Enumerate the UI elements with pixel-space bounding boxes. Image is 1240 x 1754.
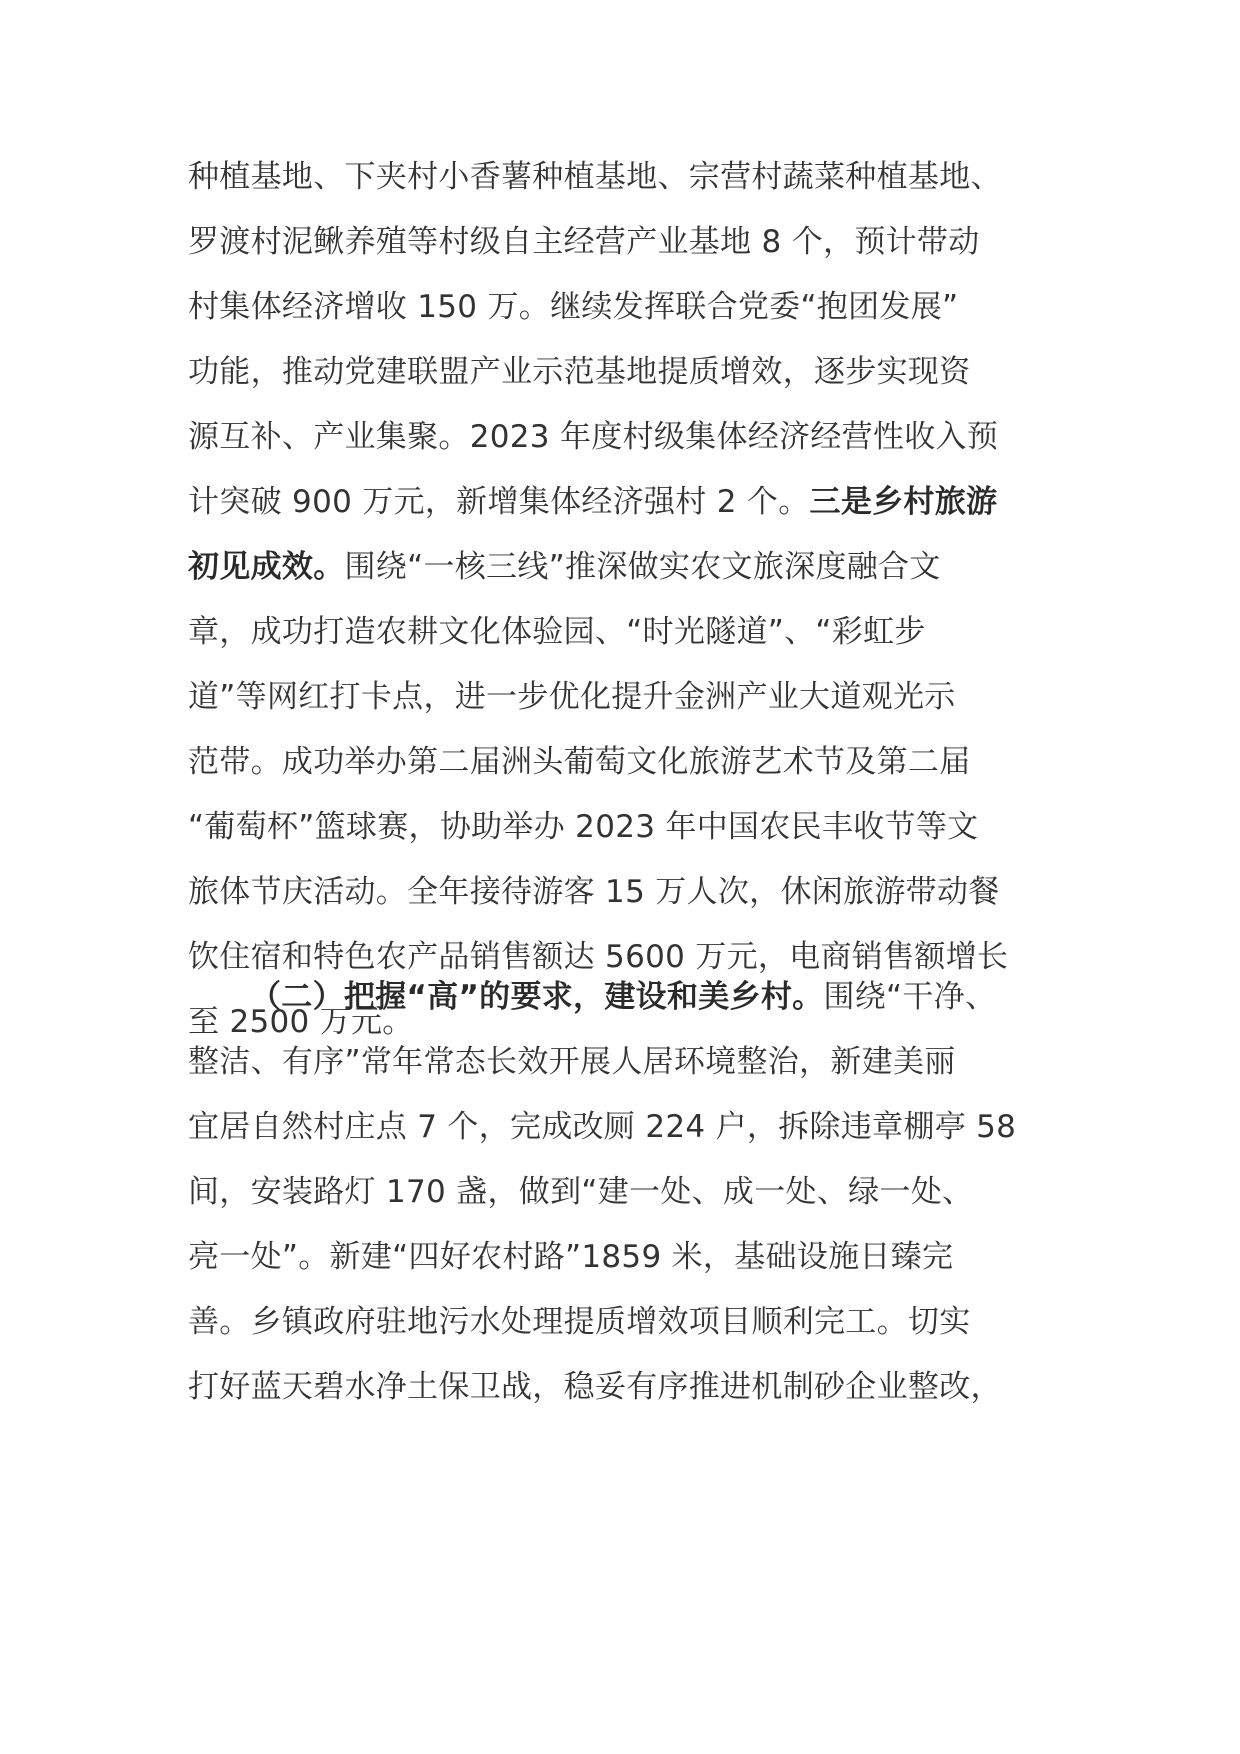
text-run: 种植基地、下夹村小香薯种植基地、宗营村蔬菜种植基地、 [188,159,1002,195]
text-run: 旅体节庆活动。全年接待游客 15 万人次，休闲旅游带动餐 [188,874,1000,910]
text-line [188,730,1056,795]
text-line [188,1225,1056,1290]
text-line [188,145,1056,210]
text-run: 饮住宿和特色农产品销售额达 5600 万元，电商销售额增长 [188,939,1009,975]
text-line [188,1030,1056,1095]
text-run: “葡萄杯”篮球赛，协助举办 2023 年中国农民丰收节等文 [188,809,979,845]
text-line [188,1160,1056,1225]
bold-text-run: （二）把握“高”的要求，建设和美乡村。 [250,979,824,1015]
text-run: 围绕“一核三线”推深做实农文旅深度融合文 [344,549,941,585]
text-run: 亮一处”。新建“四好农村路”1859 米，基础设施日臻完 [188,1239,954,1275]
text-line [188,1095,1056,1160]
bold-text-run: 三是乡村旅游 [809,484,998,520]
text-run: 打好蓝天碧水净土保卫战，稳妥有序推进机制砂企业整改， [188,1369,1002,1405]
text-run: 宜居自然村庄点 7 个，完成改厕 224 户，拆除违章棚亭 58 [188,1109,1017,1145]
text-line [188,470,1056,535]
text-run: 善。乡镇政府驻地污水处理提质增效项目顺利完工。切实 [188,1304,971,1340]
text-line [188,535,1056,600]
text-line [188,1355,1056,1420]
text-line [188,665,1056,730]
text-run: 罗渡村泥鳅养殖等村级自主经营产业基地 8 个，预计带动 [188,224,980,260]
text-run: 功能，推动党建联盟产业示范基地提质增效，逐步实现资 [188,354,971,390]
paragraph-rural-industry-tourism [188,145,1056,1055]
text-line [188,275,1056,340]
text-run: 整洁、有序”常年常态长效开展人居环境整治，新建美丽 [188,1044,956,1080]
text-line [188,405,1056,470]
text-run: 道”等网红打卡点，进一步优化提升金洲产业大道观光示 [188,679,956,715]
bold-text-run: 初见成效。 [188,549,345,585]
paragraph-beautiful-village [188,965,1056,1420]
text-line [188,795,1056,860]
text-run: 村集体经济增收 150 万。继续发挥联合党委“抱团发展” [188,289,959,325]
text-line [188,860,1056,925]
text-line [188,1290,1056,1355]
text-run: 范带。成功举办第二届洲头葡萄文化旅游艺术节及第二届 [188,744,971,780]
text-run: 至 2500 万元。 [188,1004,414,1040]
text-line [188,965,1056,1030]
text-run: 围绕“干净、 [823,979,997,1015]
text-run: 章，成功打造农耕文化体验园、“时光隧道”、“彩虹步 [188,614,926,650]
text-run: 计突破 900 万元，新增集体经济强村 2 个。 [188,484,810,520]
text-line [188,600,1056,665]
text-line [188,210,1056,275]
text-run: 源互补、产业集聚。2023 年度村级集体经济经营性收入预 [188,419,999,455]
text-line [188,340,1056,405]
text-run: 间，安装路灯 170 盏，做到“建一处、成一处、绿一处、 [188,1174,974,1210]
